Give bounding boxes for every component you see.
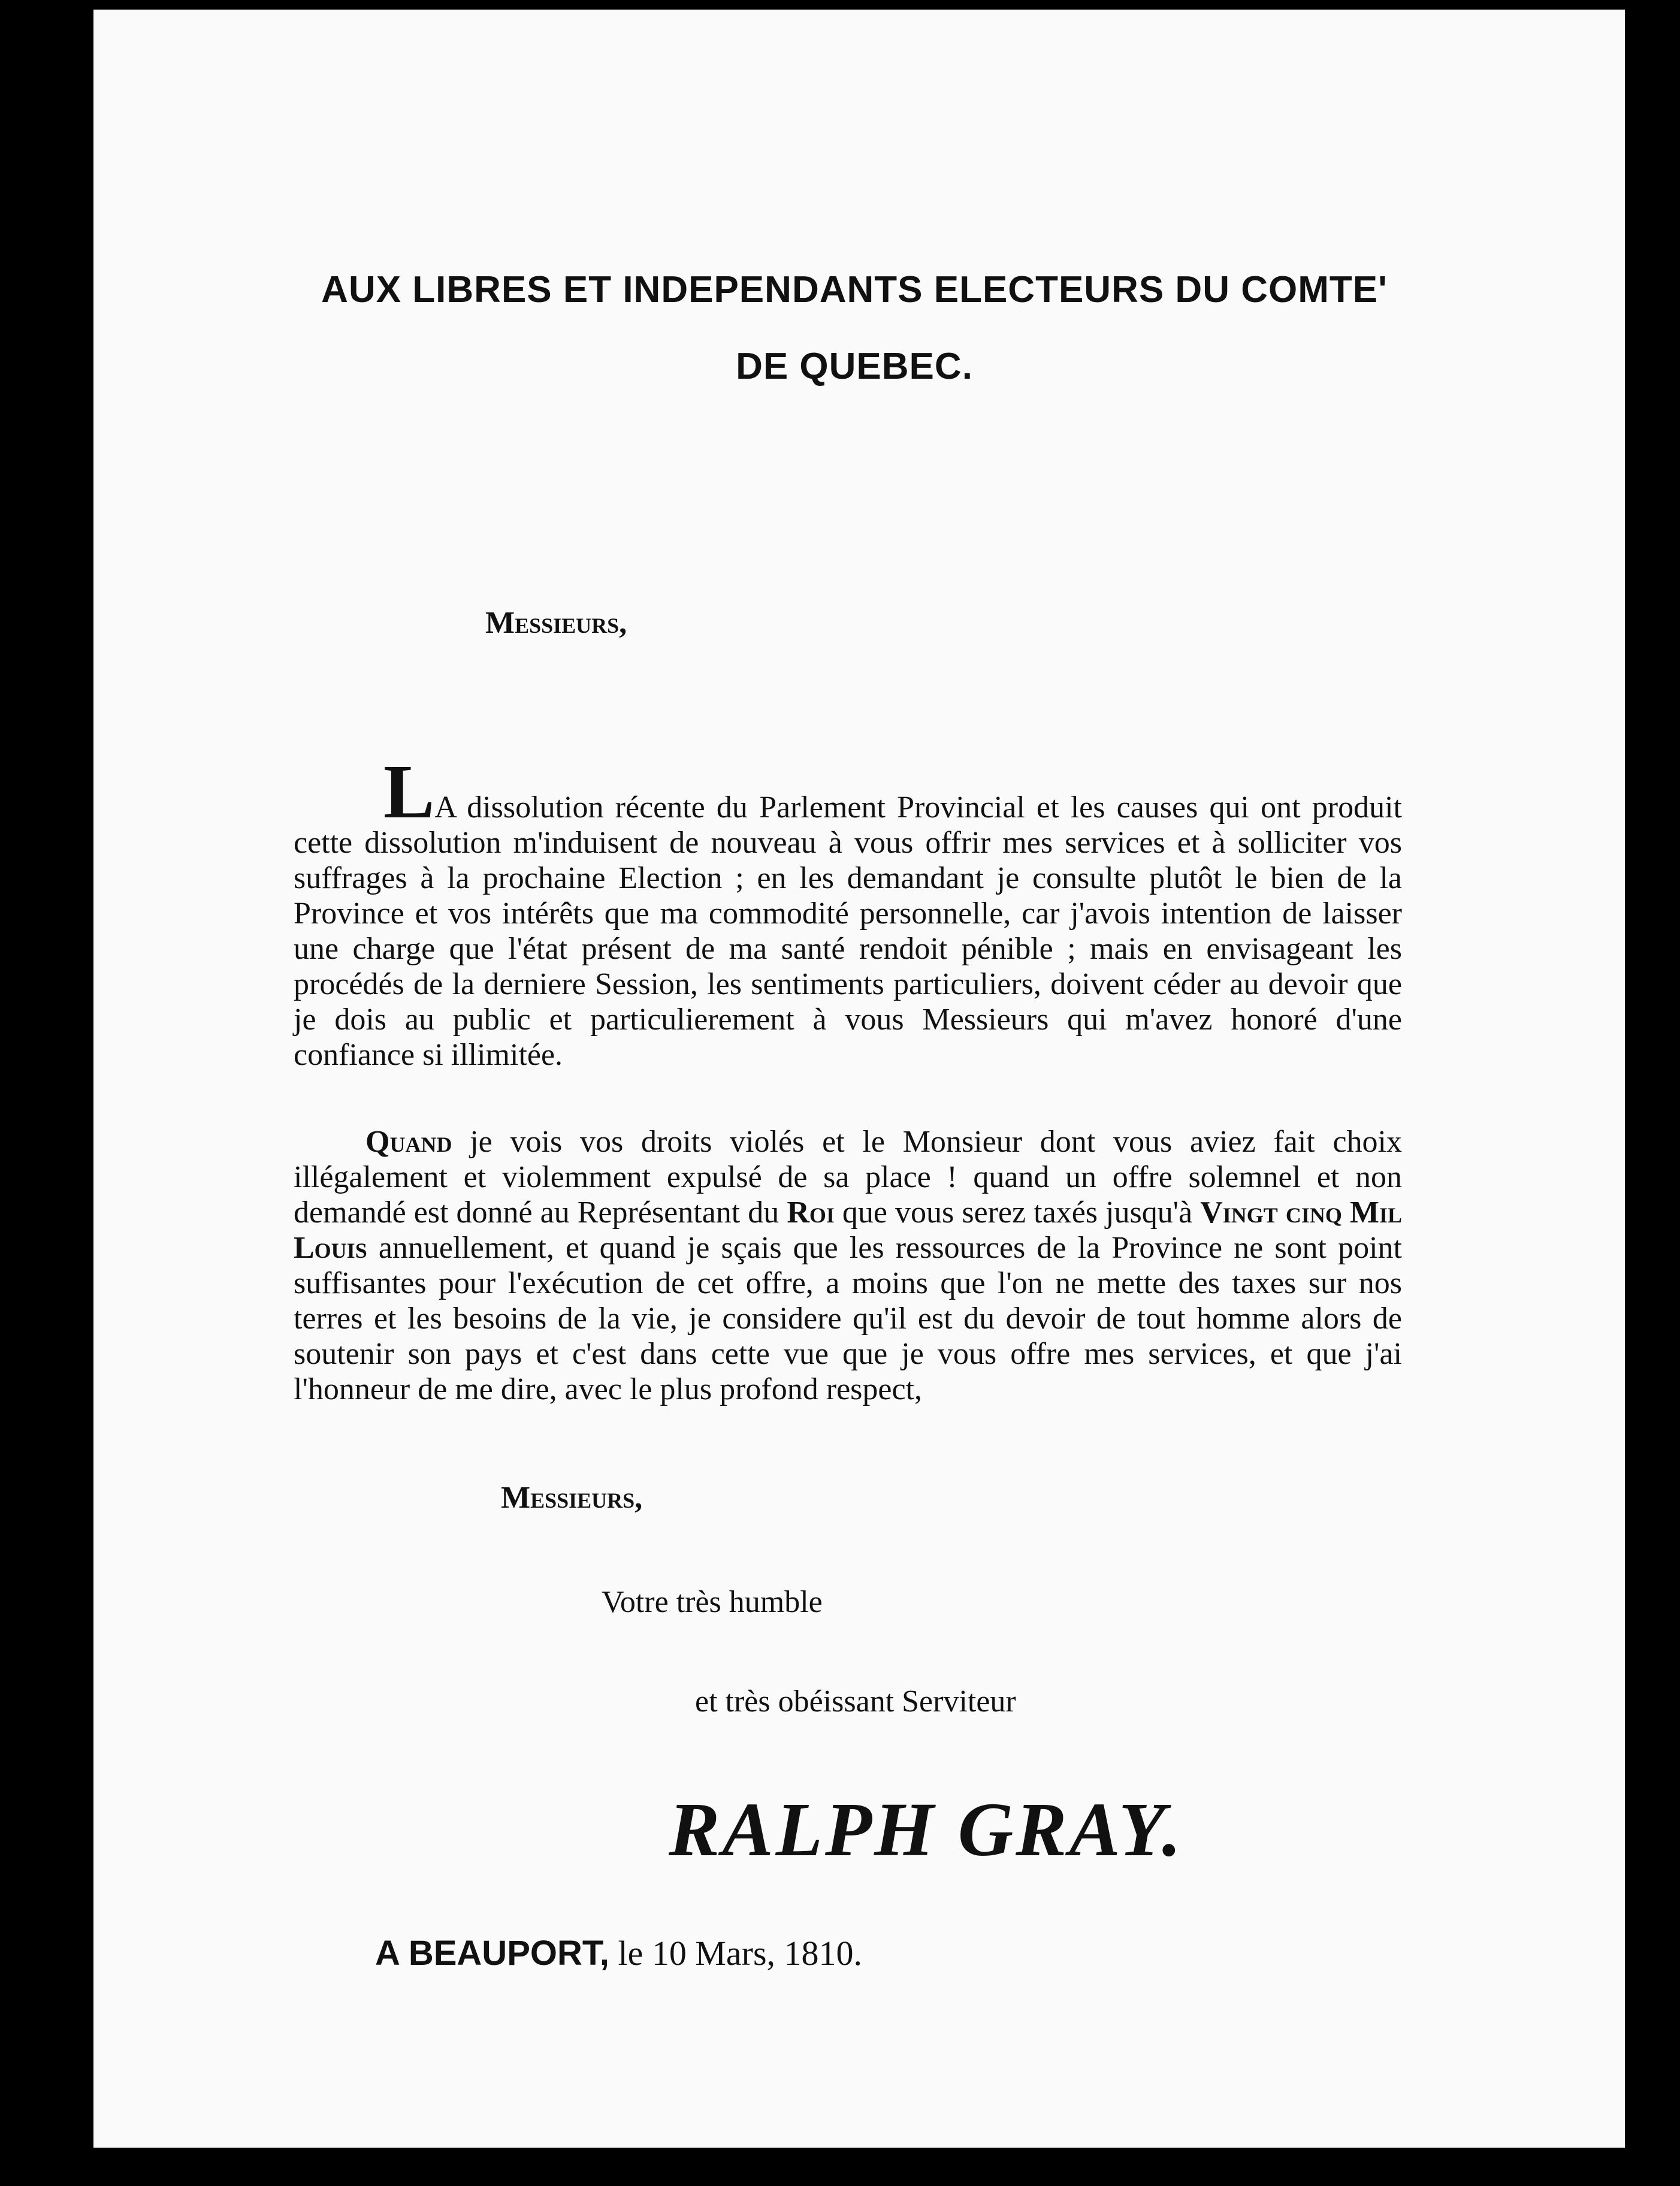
paragraph-2: [294, 1124, 1402, 1407]
signature: RALPH GRAY.: [669, 1787, 1184, 1872]
dateline-date: le 10 Mars, 1810.: [609, 1934, 863, 1973]
paragraph-1: [294, 749, 1402, 1073]
paragraph-2-roi: Roi: [787, 1195, 835, 1230]
paragraph-2-amount: Vingt cinq Mil Louis: [294, 1195, 1403, 1265]
heading-line-2: DE QUEBEC.: [736, 346, 973, 387]
closing-salutation: Messieurs,: [501, 1481, 643, 1515]
paragraph-1-text: A dissolution récente du Parlement Provincial et les causes qui ont produit cette dissolution m'induisent de nouveau à vous offrir mes services et à solliciter vos suffrages à la prochaine Election ; en les demandant je consulte plutôt le bien de la Province et vos intérêts que ma commodité personnelle, car j'avois intention de laisser une charge que l'état présent de ma santé rendoit pénible ; mais en envisageant les procédés de la derniere Session, les sentiments particuliers, doivent céder au devoir que je dois au public et particulierement à vous Messieurs qui m'avez honoré d'une confiance si illimitée.: [294, 790, 1402, 1072]
closing-line-2: et très obéissant Serviteur: [695, 1684, 1016, 1719]
paragraph-2-lead: Quand: [365, 1125, 452, 1159]
salutation: Messieurs,: [485, 606, 627, 640]
paragraph-2-part-3: annuellement, et quand je sçais que les ressources de la Province ne sont point suffisantes pour l'exécution de cet offre, a moins que l'on ne mette des taxes sur nos terres et les besoins de la vie, je considere qu'il est du devoir de tout homme alors de soutenir son pays et c'est dans cette vue que je vous offre mes services, et que j'ai l'honneur de me dire, avec le plus profond respect,: [294, 1231, 1402, 1406]
paragraph-2-part-2: que vous serez taxés jusqu'à: [834, 1195, 1201, 1230]
closing-line-1: Votre très humble: [602, 1585, 823, 1619]
heading-line-1: AUX LIBRES ET INDEPENDANTS ELECTEURS DU COMTE': [321, 269, 1388, 310]
paragraph-2-part-1: je vois vos droits violés et le Monsieur dont vous aviez fait choix illégalement et violemment expulsé de sa place ! quand un offre solemnel et non demandé est donné au Représentant du: [294, 1125, 1402, 1230]
drop-cap: L: [383, 749, 435, 834]
dateline: [375, 1933, 862, 1973]
dateline-place: A BEAUPORT,: [375, 1934, 609, 1973]
